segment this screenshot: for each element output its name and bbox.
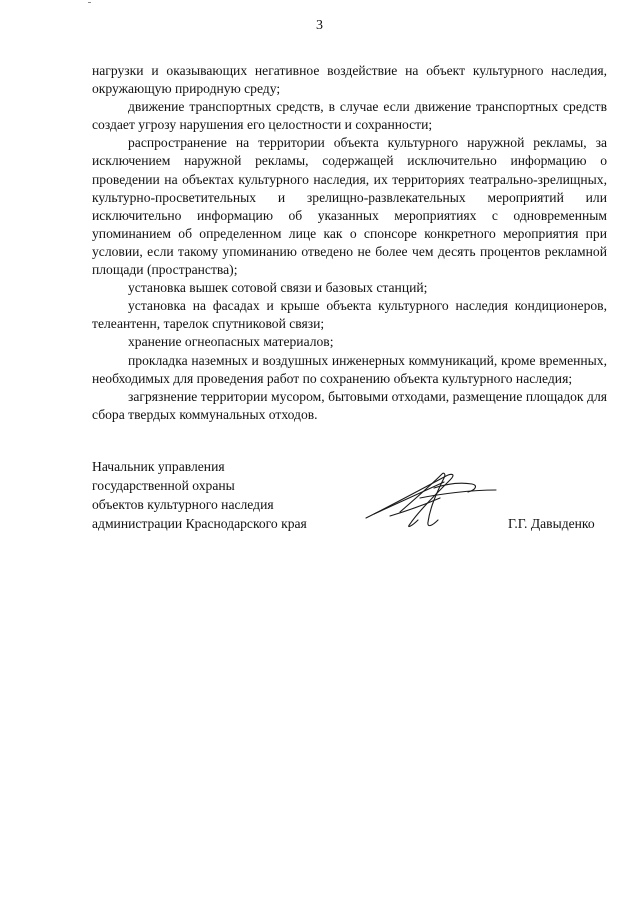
- paragraph-flammables: хранение огнеопасных материалов;: [128, 334, 334, 350]
- signer-name: Г.Г. Давыденко: [508, 516, 595, 531]
- handwritten-signature: [360, 468, 500, 530]
- position-line: государственной охраны: [92, 478, 235, 493]
- paragraph-cell-towers: установка вышек сотовой связи и базовых станций;: [128, 280, 428, 296]
- paragraph-continuation: нагрузки и оказывающих негативное воздействие на объект культурного наследия, окружающую природную среду;: [92, 63, 607, 97]
- paragraph-facade-installations: установка на фасадах и крыше объекта культурного наследия кондиционеров, телеантенн, тарелок спутниковой связи;: [92, 298, 607, 332]
- paragraph-advertising: распространение на территории объекта культурного наружной рекламы, за исключением наружной рекламы, содержащей исключительно информацию о проведении на объектах культурного наследия, их территориях театрально-зрелищных, культурно-просветительных и зрелищно-развлекательных мероприятий или исключительно информацию об указанных мероприятиях с одновременным упоминанием об определенном лице как о спонсоре конкретного мероприятия при условии, если такому упоминанию отведено не более чем десять процентов рекламной площади (пространства);: [92, 135, 607, 278]
- paragraph-utilities: прокладка наземных и воздушных инженерных коммуникаций, кроме временных, необходимых для проведения работ по сохранению объекта культурного наследия;: [92, 352, 607, 386]
- page-number: 3: [316, 18, 323, 33]
- position-line: администрации Краснодарского края: [92, 516, 307, 531]
- position-line: Начальник управления: [92, 459, 225, 474]
- position-line: объектов культурного наследия: [92, 497, 274, 512]
- paragraph-transport: движение транспортных средств, в случае если движение транспортных средств создает угрозу нарушения его целостности и сохранности;: [92, 99, 607, 133]
- signer-position: [92, 457, 392, 533]
- scan-mark: [88, 2, 91, 3]
- paragraph-waste: загрязнение территории мусором, бытовыми отходами, размещение площадок для сбора твердых коммунальных отходов.: [92, 388, 607, 422]
- document-body: [92, 62, 607, 424]
